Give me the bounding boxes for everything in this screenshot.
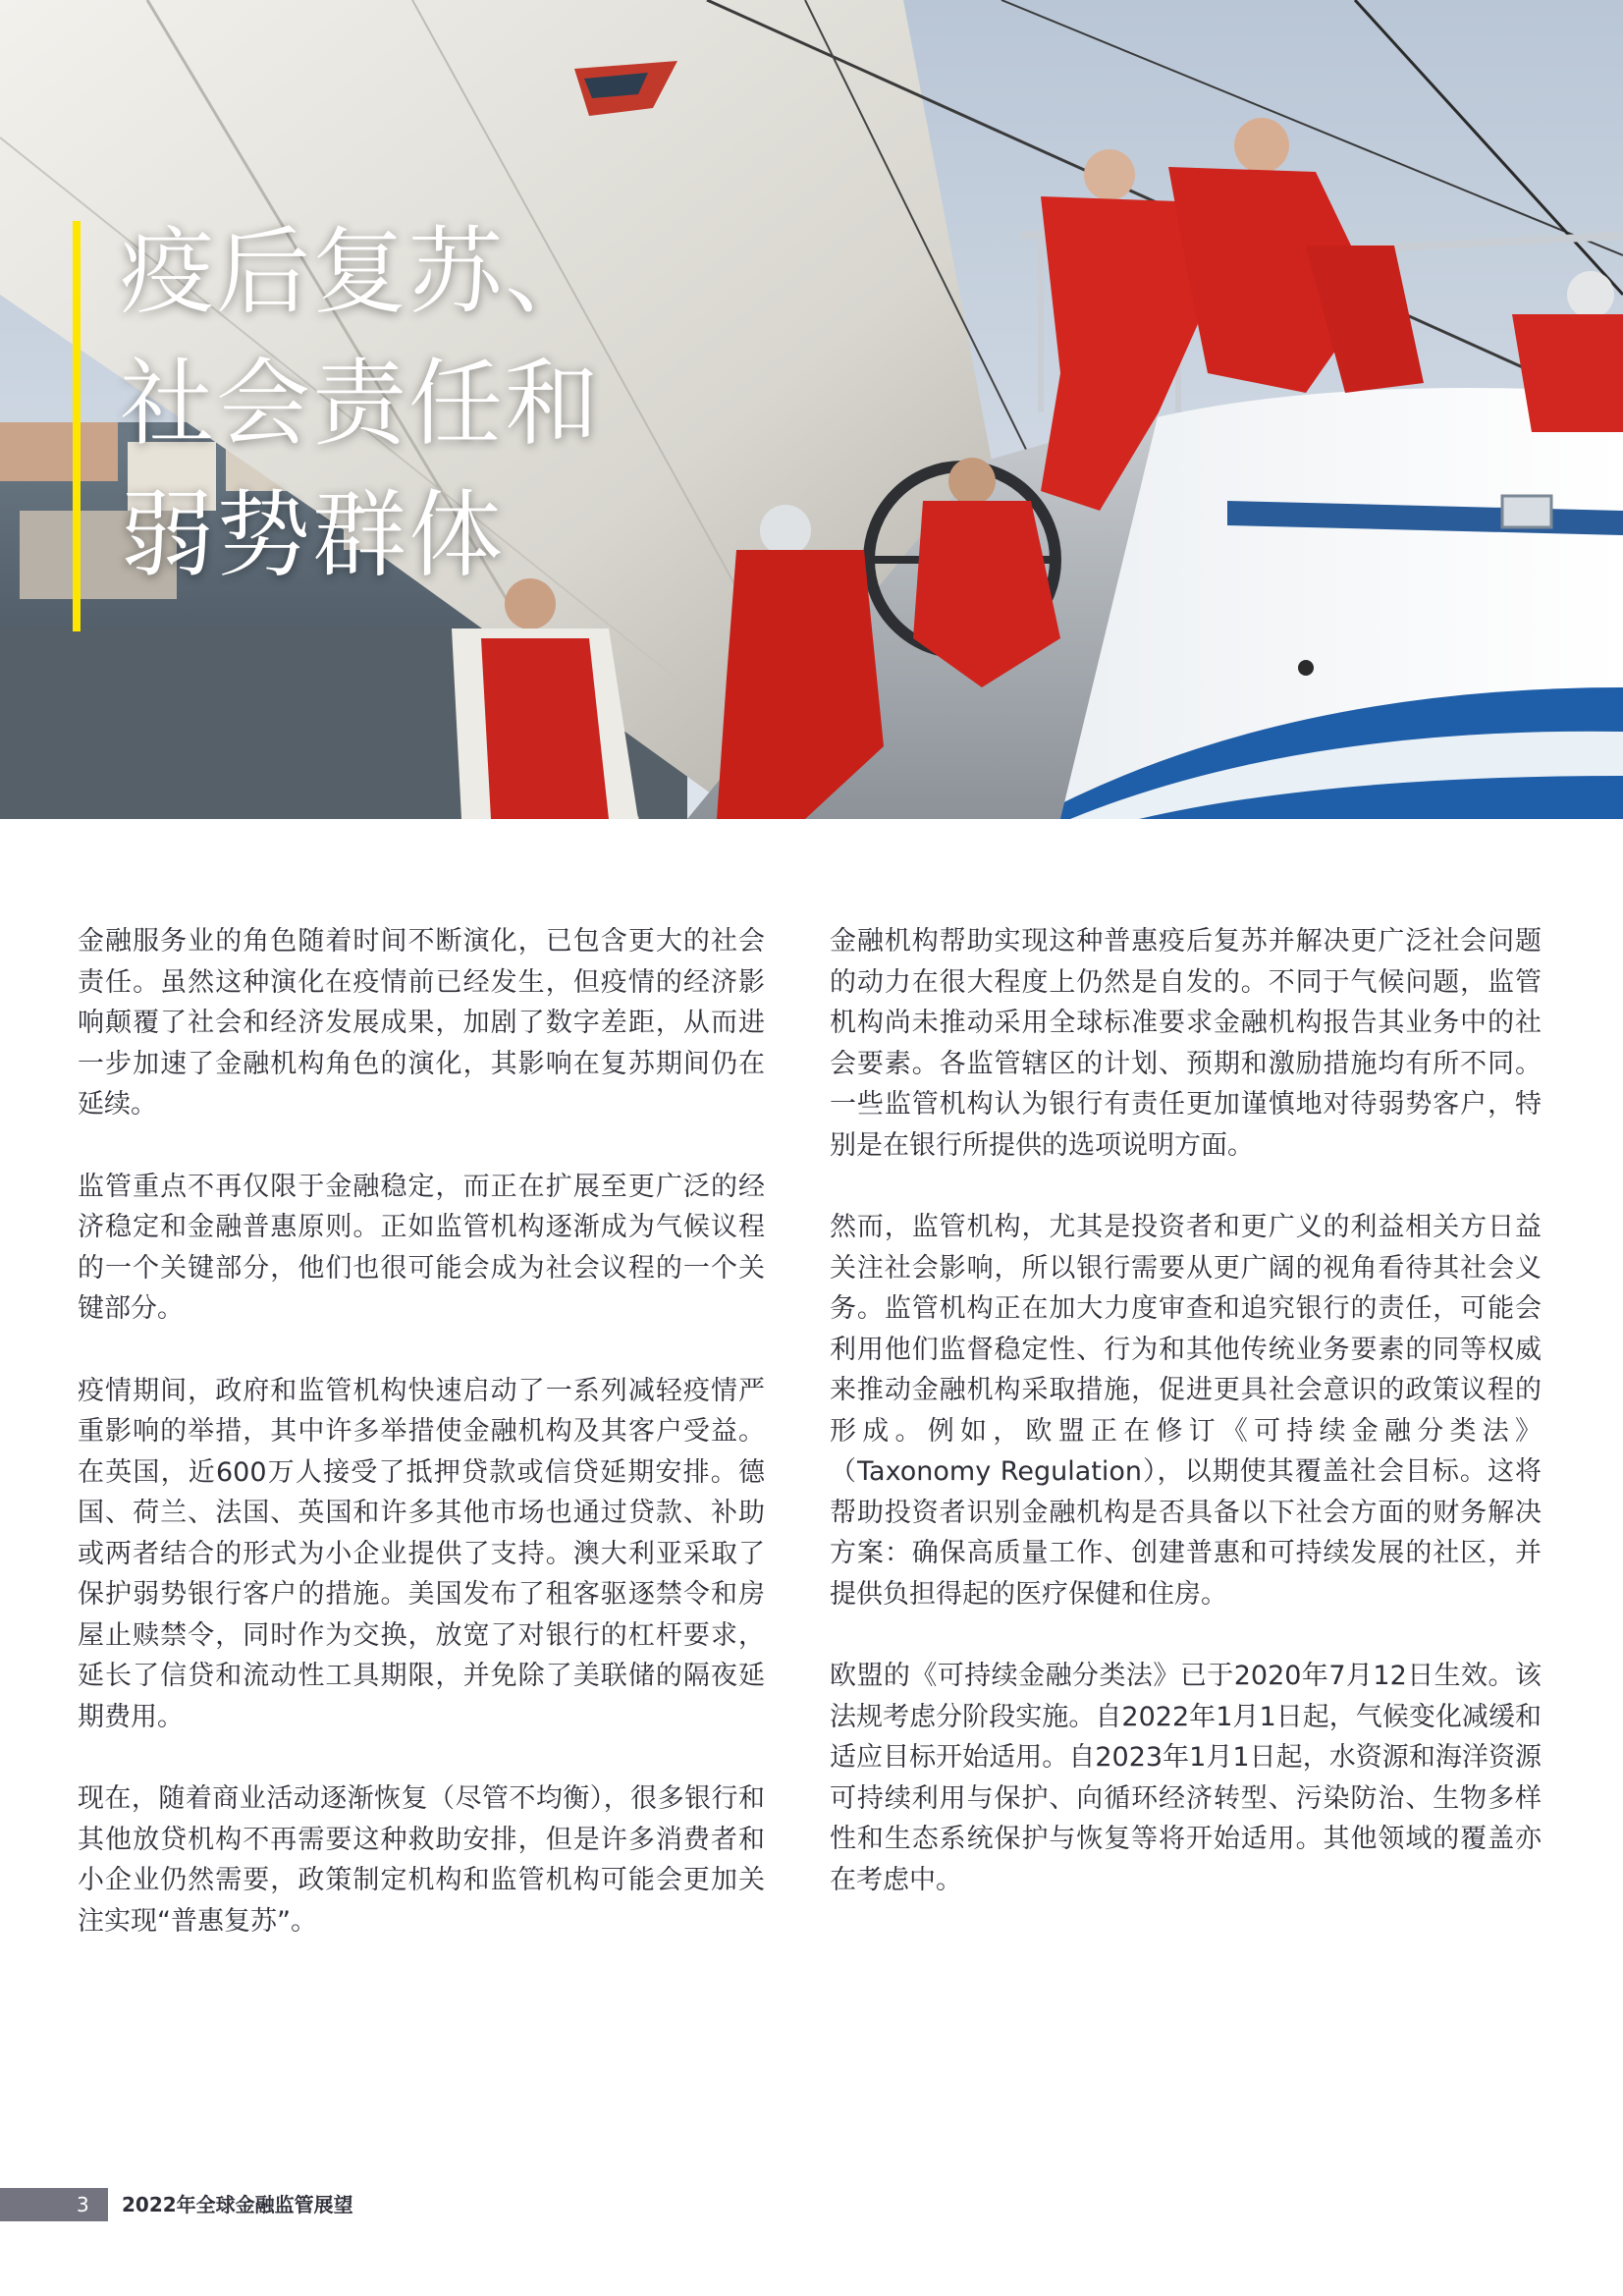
title-line: 疫后复苏、 xyxy=(120,217,601,327)
left-column xyxy=(78,921,765,1983)
paragraph: 然而，监管机构，尤其是投资者和更广义的利益相关方日益关注社会影响，所以银行需要从更广阔的视角看待其社会义务。监管机构正在加大力度审查和追究银行的责任，可能会利用他们监督稳定性、行为和其他传统业务要素的同等权威来推动金融机构采取措施，促进更具社会意识的政策议程的形成。例如，欧盟正在修订《可持续金融分类法》（Taxonomy Regulation），以期使其覆盖社会目标。这将帮助投资者识别金融机构是否具备以下社会方面的财务解决方案：确保高质量工作、创建普惠和可持续发展的社区，并提供负担得起的医疗保健和住房。 xyxy=(830,1212,1542,1610)
page-number-box xyxy=(0,2188,108,2221)
paragraph: 现在，随着商业活动逐渐恢复（尽管不均衡），很多银行和其他放贷机构不再需要这种救助安排，但是许多消费者和小企业仍然需要，政策制定机构和监管机构可能会更加关注实现“普惠复苏”。 xyxy=(78,1783,765,1937)
paragraph: 欧盟的《可持续金融分类法》已于2020年7月12日生效。该法规考虑分阶段实施。自2022年1月1日起，气候变化减缓和适应目标开始适用。自2023年1月1日起，水资源和海洋资源可持续利用与保护、向循环经济转型、污染防治、生物多样性和生态系统保护与恢复等将开始适用。其他领域的覆盖亦在考虑中。 xyxy=(830,1661,1542,1895)
title-accent-bar xyxy=(73,221,81,631)
title-line: 弱势群体 xyxy=(120,480,505,590)
title-line: 社会责任和 xyxy=(120,349,601,459)
paragraph: 金融机构帮助实现这种普惠疫后复苏并解决更广泛社会问题的动力在很大程度上仍然是自发的。不同于气候问题，监管机构尚未推动采用全球标准要求金融机构报告其业务中的社会要素。各监管辖区的计划、预期和激励措施均有所不同。一些监管机构认为银行有责任更加谨慎地对待弱势客户，特别是在银行所提供的选项说明方面。 xyxy=(830,926,1542,1161)
paragraph: 疫情期间，政府和监管机构快速启动了一系列减轻疫情严重影响的举措，其中许多举措使金融机构及其客户受益。在英国，近600万人接受了抵押贷款或信贷延期安排。德国、荷兰、法国、英国和许多其他市场也通过贷款、补助或两者结合的形式为小企业提供了支持。澳大利亚采取了保护弱势银行客户的措施。美国发布了租客驱逐禁令和房屋止赎禁令，同时作为交换，放宽了对银行的杠杆要求，延长了信贷和流动性工具期限，并免除了美联储的隔夜延期费用。 xyxy=(78,1375,765,1732)
paragraph: 监管重点不再仅限于金融稳定，而正在扩展至更广泛的经济稳定和金融普惠原则。正如监管机构逐渐成为气候议程的一个关键部分，他们也很可能会成为社会议程的一个关键部分。 xyxy=(78,1171,765,1324)
right-column xyxy=(830,921,1542,1941)
page-number: 3 xyxy=(77,2193,89,2216)
publication-title: 2022年全球金融监管展望 xyxy=(122,2193,353,2216)
page-title xyxy=(120,206,601,601)
page-footer xyxy=(0,2188,589,2221)
paragraph: 金融服务业的角色随着时间不断演化，已包含更大的社会责任。虽然这种演化在疫情前已经发生，但疫情的经济影响颠覆了社会和经济发展成果，加剧了数字差距，从而进一步加速了金融机构角色的演化，其影响在复苏期间仍在延续。 xyxy=(78,926,765,1120)
